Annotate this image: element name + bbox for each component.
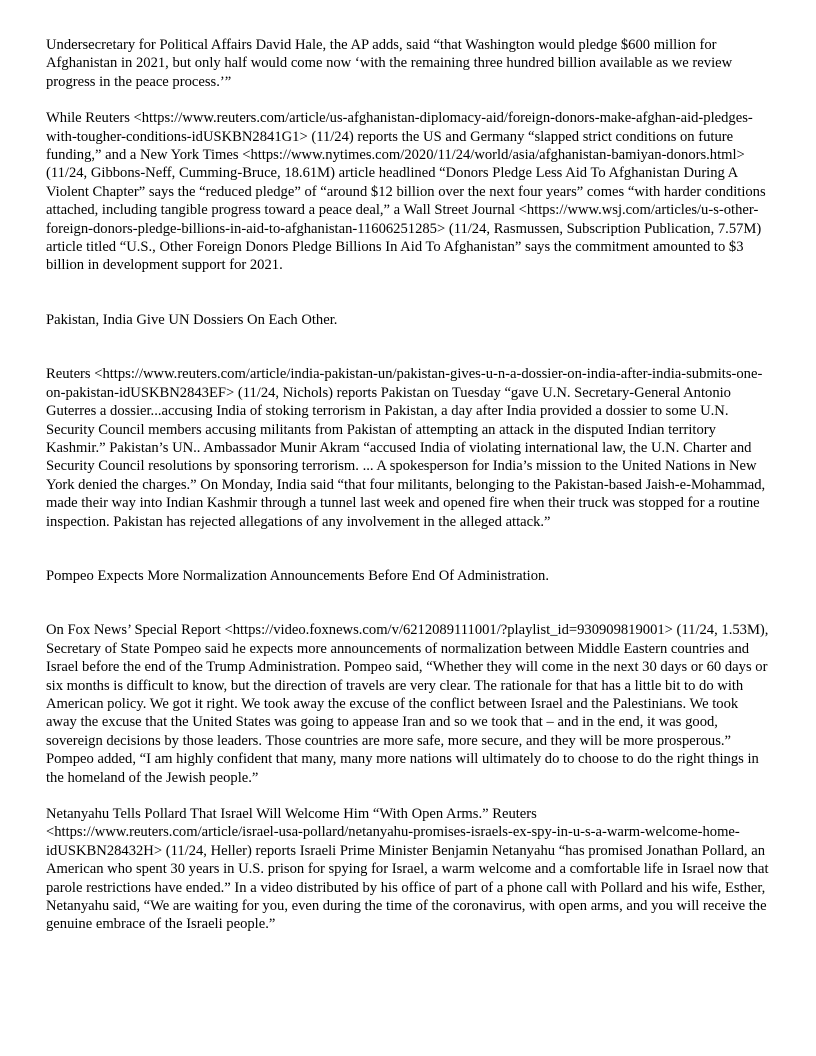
heading-pompeo-normalization: Pompeo Expects More Normalization Announcements Before End Of Administration.	[46, 567, 549, 584]
section-spacer	[46, 531, 772, 567]
heading-pakistan-india-dossiers: Pakistan, India Give UN Dossiers On Each Other.	[46, 311, 338, 328]
paragraph-hale-pledge: Undersecretary for Political Affairs David Hale, the AP adds, said “that Washington would pledge $600 million for Afghanistan in 2021, but only half would come now ‘with the remaining three hundred billion available as we review progress in the peace process.’”	[46, 37, 733, 90]
paragraph-netanyahu-pollard: Netanyahu Tells Pollard That Israel Will Welcome Him “With Open Arms.” Reuters <https://www.reuters.com/article/israel-usa-pollard/netanyahu-promises-israels-ex-spy-in-u-s-a-warm-welcome-home-idUSKBN28432H> (11/24, Heller) reports Israeli Prime Minister Benjamin Netanyahu “has promised Jonathan Pollard, an American who spent 30 years in U.S. prison for spying for Israel, a warm welcome and a comfortable life in Israel now that parole restrictions have ended.” In a video distributed by his office of part of a phone call with Pollard and his wife, Esther, Netanyahu said, “We are waiting for you, even during the time of the coronavirus, with open arms, and you will receive the genuine embrace of the Israeli people.”	[46, 806, 769, 933]
paragraph-spacer	[46, 787, 772, 805]
paragraph-spacer	[46, 91, 772, 109]
section-spacer	[46, 329, 772, 365]
section-spacer	[46, 585, 772, 621]
section-spacer	[46, 275, 772, 311]
paragraph-donor-conditions: While Reuters <https://www.reuters.com/article/us-afghanistan-diplomacy-aid/foreign-donors-make-afghan-aid-pledges-with-tougher-conditions-idUSKBN2841G1> (11/24) reports the US and Germany “slapped strict conditions on future funding,” and a New York Times <https://www.nytimes.com/2020/11/24/world/asia/afghanistan-bamiyan-donors.html> (11/24, Gibbons-Neff, Cumming-Bruce, 18.61M) article headlined “Donors Pledge Less Aid To Afghanistan During A Violent Chapter” says the “reduced pledge” of “around $12 billion over the next four years” comes “with harder conditions attached, including tangible progress toward a peace deal,” a Wall Street Journal <https://www.wsj.com/articles/u-s-other-foreign-donors-pledge-billions-in-aid-to-afghanistan-11606251285> (11/24, Rasmussen, Subscription Publication, 7.57M) article titled “U.S., Other Foreign Donors Pledge Billions In Aid To Afghanistan” says the commitment amounted to $3 billion in development support for 2021.	[46, 110, 766, 274]
paragraph-pompeo-fox-news: On Fox News’ Special Report <https://video.foxnews.com/v/6212089111001/?playlist_id=930909819001> (11/24, 1.53M), Secretary of State Pompeo said he expects more announcements of normalization between Middle Eastern countries and Israel before the end of the Trump Administration. Pompeo said, “Whether they will come in the next 30 days or 60 days or six months is difficult to know, but the direction of travels are very clear. The rationale for that has a little bit to do with American policy. We got it right. We took away the excuse of the conflict between Israel and the Palestinians. We took away the excuse that the United States was going to appease Iran and so we took that – and in the end, it was good, sovereign decisions by those leaders. Those countries are more safe, more secure, and they will be more prosperous.” Pompeo added, “I am highly confident that many, many more nations will ultimately do to choose to do the right things in the homeland of the Jewish people.”	[46, 622, 769, 786]
document-body	[46, 36, 772, 934]
paragraph-reuters-dossiers: Reuters <https://www.reuters.com/article/india-pakistan-un/pakistan-gives-u-n-a-dossier-on-india-after-india-submits-one-on-pakistan-idUSKBN2843EF> (11/24, Nichols) reports Pakistan on Tuesday “gave U.N. Secretary-General Antonio Guterres a dossier...accusing India of stoking terrorism in Pakistan, a day after India provided a dossier to some U.N. Security Council members accusing militants from Pakistan of attempting an attack in the disputed Indian territory Kashmir.” Pakistan’s UN.. Ambassador Munir Akram “accused India of violating international law, the U.N. Charter and Security Council resolutions by sponsoring terrorism. ... A spokesperson for India’s mission to the United Nations in New York denied the charges.” On Monday, India said “that four militants, belonging to the Pakistan-based Jaish-e-Mohammad, made their way into Indian Kashmir through a tunnel last week and opened fire when their truck was stopped for a routine inspection. Pakistan has rejected allegations of any involvement in the alleged attack.”	[46, 366, 766, 530]
